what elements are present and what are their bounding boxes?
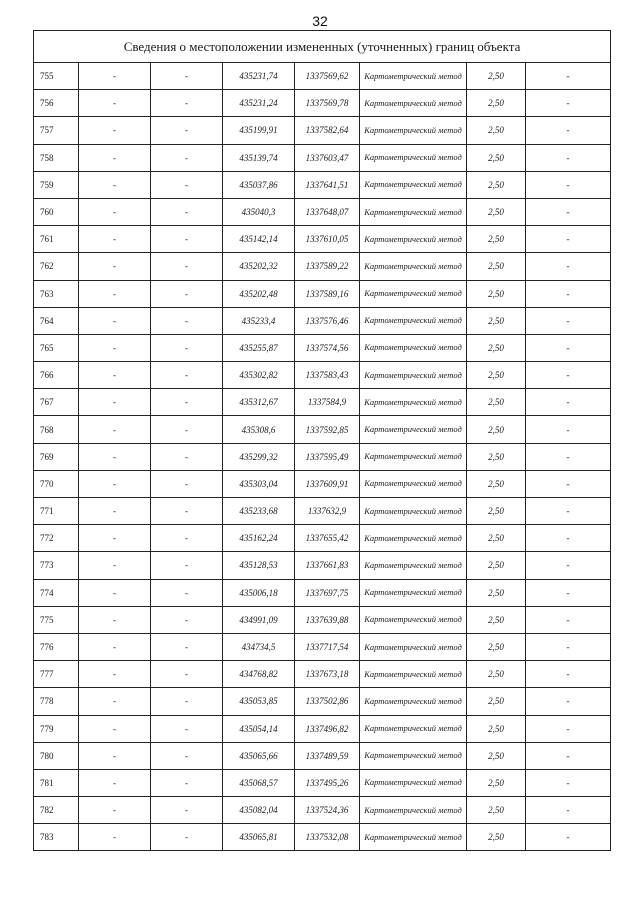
table-row [34, 742, 611, 769]
table-row [34, 498, 611, 525]
cell-accuracy: 2,50 [467, 633, 526, 660]
cell-description: - [526, 362, 611, 389]
cell-accuracy: 2,50 [467, 171, 526, 198]
cell-point-number: 766 [34, 362, 79, 389]
cell-old-x: - [79, 416, 151, 443]
cell-point-number: 782 [34, 797, 79, 824]
cell-new-x: 434991,09 [223, 606, 295, 633]
cell-description: - [526, 769, 611, 796]
cell-new-x: 435302,82 [223, 362, 295, 389]
cell-method: Картометрический метод [360, 498, 467, 525]
cell-point-number: 760 [34, 198, 79, 225]
table-row [34, 307, 611, 334]
cell-new-y: 1337582,64 [295, 117, 360, 144]
cell-description: - [526, 90, 611, 117]
table-row [34, 688, 611, 715]
cell-accuracy: 2,50 [467, 797, 526, 824]
cell-new-x: 435199,91 [223, 117, 295, 144]
cell-method: Картометрический метод [360, 280, 467, 307]
cell-accuracy: 2,50 [467, 606, 526, 633]
table-row [34, 769, 611, 796]
cell-new-y: 1337655,42 [295, 525, 360, 552]
cell-method: Картометрический метод [360, 742, 467, 769]
cell-new-x: 435068,57 [223, 769, 295, 796]
table-row [34, 552, 611, 579]
cell-new-y: 1337532,08 [295, 824, 360, 851]
cell-new-y: 1337502,86 [295, 688, 360, 715]
cell-old-y: - [151, 362, 223, 389]
cell-method: Картометрический метод [360, 633, 467, 660]
cell-accuracy: 2,50 [467, 198, 526, 225]
cell-new-x: 435202,32 [223, 253, 295, 280]
cell-description: - [526, 661, 611, 688]
cell-old-y: - [151, 606, 223, 633]
cell-old-y: - [151, 824, 223, 851]
cell-accuracy: 2,50 [467, 688, 526, 715]
cell-accuracy: 2,50 [467, 334, 526, 361]
cell-old-x: - [79, 63, 151, 90]
cell-method: Картометрический метод [360, 307, 467, 334]
cell-new-y: 1337610,05 [295, 226, 360, 253]
cell-old-y: - [151, 171, 223, 198]
cell-method: Картометрический метод [360, 171, 467, 198]
cell-point-number: 775 [34, 606, 79, 633]
cell-old-y: - [151, 253, 223, 280]
cell-point-number: 755 [34, 63, 79, 90]
cell-description: - [526, 117, 611, 144]
cell-description: - [526, 416, 611, 443]
cell-description: - [526, 253, 611, 280]
cell-old-x: - [79, 144, 151, 171]
cell-new-y: 1337583,43 [295, 362, 360, 389]
cell-point-number: 764 [34, 307, 79, 334]
cell-old-y: - [151, 715, 223, 742]
cell-old-y: - [151, 198, 223, 225]
cell-accuracy: 2,50 [467, 470, 526, 497]
cell-description: - [526, 144, 611, 171]
cell-description: - [526, 334, 611, 361]
cell-new-y: 1337574,56 [295, 334, 360, 361]
cell-old-x: - [79, 470, 151, 497]
cell-method: Картометрический метод [360, 769, 467, 796]
cell-description: - [526, 552, 611, 579]
cell-new-x: 435065,81 [223, 824, 295, 851]
cell-new-x: 435231,74 [223, 63, 295, 90]
cell-point-number: 773 [34, 552, 79, 579]
cell-new-y: 1337569,78 [295, 90, 360, 117]
table-title: Сведения о местоположении измененных (уточненных) границ объекта [34, 31, 611, 63]
cell-old-y: - [151, 117, 223, 144]
table-row [34, 253, 611, 280]
cell-point-number: 771 [34, 498, 79, 525]
cell-new-y: 1337489,59 [295, 742, 360, 769]
table-row [34, 416, 611, 443]
cell-description: - [526, 606, 611, 633]
cell-accuracy: 2,50 [467, 824, 526, 851]
cell-new-y: 1337595,49 [295, 443, 360, 470]
cell-method: Картометрический метод [360, 606, 467, 633]
cell-old-x: - [79, 633, 151, 660]
cell-point-number: 759 [34, 171, 79, 198]
cell-old-y: - [151, 226, 223, 253]
cell-accuracy: 2,50 [467, 253, 526, 280]
cell-old-x: - [79, 389, 151, 416]
cell-description: - [526, 742, 611, 769]
cell-point-number: 763 [34, 280, 79, 307]
cell-accuracy: 2,50 [467, 525, 526, 552]
cell-new-x: 435142,14 [223, 226, 295, 253]
cell-new-y: 1337641,51 [295, 171, 360, 198]
cell-point-number: 768 [34, 416, 79, 443]
cell-old-x: - [79, 443, 151, 470]
cell-method: Картометрический метод [360, 552, 467, 579]
table-row [34, 198, 611, 225]
cell-description: - [526, 824, 611, 851]
cell-new-y: 1337592,85 [295, 416, 360, 443]
cell-new-x: 435054,14 [223, 715, 295, 742]
cell-accuracy: 2,50 [467, 769, 526, 796]
cell-old-x: - [79, 715, 151, 742]
cell-new-x: 435037,86 [223, 171, 295, 198]
cell-description: - [526, 498, 611, 525]
cell-method: Картометрический метод [360, 443, 467, 470]
cell-description: - [526, 307, 611, 334]
cell-accuracy: 2,50 [467, 661, 526, 688]
cell-old-y: - [151, 416, 223, 443]
cell-old-x: - [79, 606, 151, 633]
cell-description: - [526, 633, 611, 660]
cell-point-number: 783 [34, 824, 79, 851]
cell-old-x: - [79, 90, 151, 117]
cell-old-y: - [151, 63, 223, 90]
page-number: 32 [312, 13, 328, 29]
cell-old-y: - [151, 307, 223, 334]
cell-old-x: - [79, 253, 151, 280]
cell-method: Картометрический метод [360, 90, 467, 117]
cell-accuracy: 2,50 [467, 742, 526, 769]
cell-new-x: 435065,66 [223, 742, 295, 769]
cell-point-number: 777 [34, 661, 79, 688]
cell-description: - [526, 715, 611, 742]
table-row [34, 144, 611, 171]
cell-new-y: 1337589,22 [295, 253, 360, 280]
cell-description: - [526, 525, 611, 552]
cell-old-x: - [79, 117, 151, 144]
table-row [34, 117, 611, 144]
cell-accuracy: 2,50 [467, 389, 526, 416]
cell-old-y: - [151, 797, 223, 824]
cell-new-y: 1337697,75 [295, 579, 360, 606]
cell-method: Картометрический метод [360, 715, 467, 742]
cell-point-number: 776 [34, 633, 79, 660]
cell-old-y: - [151, 579, 223, 606]
cell-point-number: 761 [34, 226, 79, 253]
cell-accuracy: 2,50 [467, 307, 526, 334]
cell-method: Картометрический метод [360, 144, 467, 171]
table-row [34, 280, 611, 307]
table-row [34, 525, 611, 552]
cell-method: Картометрический метод [360, 579, 467, 606]
cell-method: Картометрический метод [360, 824, 467, 851]
cell-new-y: 1337661,83 [295, 552, 360, 579]
cell-old-y: - [151, 633, 223, 660]
table-row [34, 63, 611, 90]
cell-description: - [526, 688, 611, 715]
table-row [34, 579, 611, 606]
cell-point-number: 762 [34, 253, 79, 280]
cell-old-x: - [79, 579, 151, 606]
table-row [34, 715, 611, 742]
cell-new-x: 435233,68 [223, 498, 295, 525]
cell-old-y: - [151, 280, 223, 307]
cell-old-x: - [79, 334, 151, 361]
cell-old-y: - [151, 742, 223, 769]
cell-accuracy: 2,50 [467, 416, 526, 443]
cell-old-x: - [79, 307, 151, 334]
table-row [34, 824, 611, 851]
cell-old-y: - [151, 688, 223, 715]
cell-description: - [526, 226, 611, 253]
cell-old-y: - [151, 552, 223, 579]
cell-old-x: - [79, 525, 151, 552]
cell-method: Картометрический метод [360, 362, 467, 389]
cell-new-y: 1337496,82 [295, 715, 360, 742]
cell-new-y: 1337524,36 [295, 797, 360, 824]
cell-description: - [526, 443, 611, 470]
table-row [34, 334, 611, 361]
cell-description: - [526, 579, 611, 606]
cell-new-x: 434734,5 [223, 633, 295, 660]
cell-new-y: 1337717,54 [295, 633, 360, 660]
cell-description: - [526, 171, 611, 198]
cell-accuracy: 2,50 [467, 90, 526, 117]
cell-method: Картометрический метод [360, 226, 467, 253]
cell-new-x: 435231,24 [223, 90, 295, 117]
cell-point-number: 778 [34, 688, 79, 715]
cell-old-x: - [79, 498, 151, 525]
cell-new-x: 435139,74 [223, 144, 295, 171]
cell-method: Картометрический метод [360, 525, 467, 552]
cell-description: - [526, 63, 611, 90]
table-title-row [34, 31, 611, 63]
cell-new-x: 435308,6 [223, 416, 295, 443]
cell-accuracy: 2,50 [467, 144, 526, 171]
cell-old-x: - [79, 742, 151, 769]
cell-new-x: 435082,04 [223, 797, 295, 824]
cell-old-y: - [151, 334, 223, 361]
cell-method: Картометрический метод [360, 688, 467, 715]
cell-accuracy: 2,50 [467, 552, 526, 579]
cell-point-number: 780 [34, 742, 79, 769]
cell-old-x: - [79, 198, 151, 225]
cell-old-y: - [151, 661, 223, 688]
cell-accuracy: 2,50 [467, 117, 526, 144]
cell-description: - [526, 389, 611, 416]
cell-accuracy: 2,50 [467, 579, 526, 606]
table-row [34, 90, 611, 117]
cell-old-x: - [79, 769, 151, 796]
cell-new-y: 1337569,62 [295, 63, 360, 90]
cell-method: Картометрический метод [360, 334, 467, 361]
cell-new-x: 435303,04 [223, 470, 295, 497]
cell-point-number: 770 [34, 470, 79, 497]
cell-new-y: 1337648,07 [295, 198, 360, 225]
cell-description: - [526, 797, 611, 824]
table-row [34, 443, 611, 470]
table-row [34, 797, 611, 824]
cell-new-y: 1337603,47 [295, 144, 360, 171]
cell-old-y: - [151, 389, 223, 416]
cell-old-x: - [79, 661, 151, 688]
cell-description: - [526, 198, 611, 225]
cell-new-x: 435233,4 [223, 307, 295, 334]
cell-point-number: 756 [34, 90, 79, 117]
cell-old-x: - [79, 226, 151, 253]
cell-point-number: 781 [34, 769, 79, 796]
cell-new-x: 435128,53 [223, 552, 295, 579]
cell-description: - [526, 470, 611, 497]
table-row [34, 389, 611, 416]
cell-old-y: - [151, 90, 223, 117]
cell-method: Картометрический метод [360, 63, 467, 90]
cell-point-number: 779 [34, 715, 79, 742]
cell-point-number: 774 [34, 579, 79, 606]
cell-accuracy: 2,50 [467, 226, 526, 253]
table-row [34, 633, 611, 660]
cell-accuracy: 2,50 [467, 715, 526, 742]
cell-new-x: 435006,18 [223, 579, 295, 606]
cell-point-number: 769 [34, 443, 79, 470]
cell-new-y: 1337576,46 [295, 307, 360, 334]
cell-point-number: 765 [34, 334, 79, 361]
cell-new-x: 435053,85 [223, 688, 295, 715]
cell-method: Картометрический метод [360, 253, 467, 280]
cell-new-y: 1337609,91 [295, 470, 360, 497]
table-row [34, 171, 611, 198]
cell-method: Картометрический метод [360, 117, 467, 144]
cell-new-y: 1337632,9 [295, 498, 360, 525]
boundary-coordinates-table [33, 30, 611, 851]
table-row [34, 226, 611, 253]
cell-point-number: 757 [34, 117, 79, 144]
cell-method: Картометрический метод [360, 198, 467, 225]
cell-new-x: 435040,3 [223, 198, 295, 225]
cell-description: - [526, 280, 611, 307]
table-row [34, 470, 611, 497]
cell-method: Картометрический метод [360, 470, 467, 497]
cell-accuracy: 2,50 [467, 280, 526, 307]
cell-new-x: 435299,32 [223, 443, 295, 470]
cell-old-x: - [79, 552, 151, 579]
cell-old-y: - [151, 443, 223, 470]
cell-new-y: 1337584,9 [295, 389, 360, 416]
cell-new-y: 1337495,26 [295, 769, 360, 796]
cell-point-number: 758 [34, 144, 79, 171]
cell-old-x: - [79, 824, 151, 851]
cell-method: Картометрический метод [360, 797, 467, 824]
cell-new-y: 1337589,16 [295, 280, 360, 307]
cell-old-y: - [151, 470, 223, 497]
cell-point-number: 772 [34, 525, 79, 552]
cell-method: Картометрический метод [360, 416, 467, 443]
cell-method: Картометрический метод [360, 661, 467, 688]
table-body [34, 31, 611, 851]
cell-old-x: - [79, 280, 151, 307]
cell-new-y: 1337639,88 [295, 606, 360, 633]
cell-old-y: - [151, 769, 223, 796]
cell-accuracy: 2,50 [467, 362, 526, 389]
cell-new-y: 1337673,18 [295, 661, 360, 688]
cell-old-x: - [79, 688, 151, 715]
cell-accuracy: 2,50 [467, 498, 526, 525]
cell-new-x: 435162,24 [223, 525, 295, 552]
cell-method: Картометрический метод [360, 389, 467, 416]
cell-old-x: - [79, 171, 151, 198]
cell-old-x: - [79, 797, 151, 824]
table-row [34, 362, 611, 389]
cell-point-number: 767 [34, 389, 79, 416]
cell-accuracy: 2,50 [467, 443, 526, 470]
cell-old-y: - [151, 525, 223, 552]
cell-new-x: 435202,48 [223, 280, 295, 307]
table-row [34, 606, 611, 633]
cell-old-x: - [79, 362, 151, 389]
cell-accuracy: 2,50 [467, 63, 526, 90]
cell-new-x: 434768,82 [223, 661, 295, 688]
table-row [34, 661, 611, 688]
cell-old-y: - [151, 144, 223, 171]
cell-old-y: - [151, 498, 223, 525]
cell-new-x: 435312,67 [223, 389, 295, 416]
cell-new-x: 435255,87 [223, 334, 295, 361]
